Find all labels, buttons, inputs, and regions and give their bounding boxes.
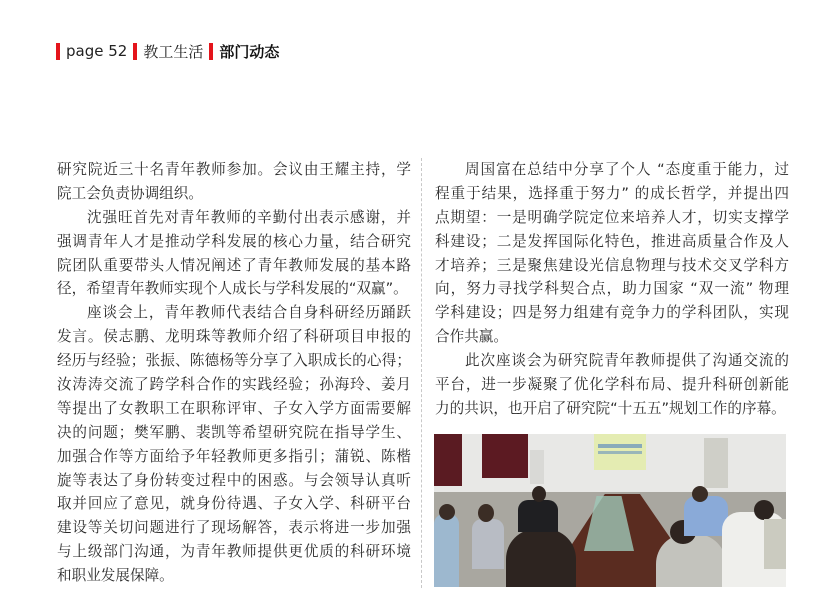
text-line: 加强合作等方面给予年轻教师更多指引；蒲锐、陈楷 — [57, 447, 411, 465]
page-number: page 52 — [66, 42, 128, 60]
column-divider — [421, 158, 422, 588]
text-line: 点期望：一是明确学院定位来培养人才，切实支撑学 — [435, 208, 789, 226]
page-header — [56, 41, 285, 61]
text-line: 座谈会上，青年教师代表结合自身科研经历踊跃 — [87, 304, 411, 322]
text-line: 科建设；二是发挥国际化特色，推进高质量合作及人 — [435, 232, 789, 250]
text-line: 强调青年人才是推动学科发展的核心力量，结合研究 — [57, 232, 411, 250]
text-line: 平台，进一步凝聚了优化学科布局、提升科研创新能 — [435, 376, 789, 394]
text-line: 周国富在总结中分享了个人 “态度重于能力，过 — [465, 161, 789, 178]
text-line: 此次座谈会为研究院青年教师提供了沟通交流的 — [465, 352, 789, 370]
text-line: 程重于结果，选择重于努力” 的成长哲学，并提出四 — [435, 184, 789, 202]
text-line: 沈强旺首先对青年教师的辛勤付出表示感谢，并 — [87, 208, 411, 226]
text-line: 合作共赢。 — [435, 328, 508, 346]
accent-bar — [209, 43, 213, 60]
text-line: 与上级部门沟通，为青年教师提供更优质的科研环境 — [57, 543, 411, 561]
text-line: 院工会负责协调组织。 — [57, 184, 203, 202]
text-line: 取并回应了意见，就身份待遇、子女入学、科研平台 — [57, 495, 411, 513]
text-line: 研究院近三十名青年教师参加。会议由王耀主持，学 — [57, 161, 411, 178]
text-line: 建设等关切问题进行了现场解答，表示将进一步加强 — [57, 519, 411, 537]
text-line: 向，努力寻找学科契合点，助力国家 “双一流” 物理 — [435, 280, 789, 298]
meeting-photo — [434, 434, 786, 587]
text-line: 学科建设；四是努力组建有竞争力的学科团队，实现 — [435, 304, 789, 322]
text-line: 旋等表达了身份转变过程中的困惑。与会领导认真听 — [57, 471, 411, 489]
text-line: 等提出了女教职工在职称评审、子女入学方面需要解 — [57, 399, 411, 417]
text-line: 力的共识，也开启了研究院“十五五”规划工作的序幕。 — [435, 399, 786, 417]
text-line: 和职业发展保障。 — [57, 567, 174, 585]
text-line: 发言。侯志鹏、龙明珠等教师介绍了科研项目申报的 — [57, 328, 411, 346]
text-line: 径，希望青年教师实现个人成长与学科发展的“双赢”。 — [57, 280, 408, 298]
accent-bar — [133, 43, 137, 60]
text-line: 院团队重要带头人情况阐述了青年教师发展的基本路 — [57, 256, 411, 274]
text-line: 才培养；三是聚焦建设光信息物理与技术交叉学科方 — [435, 256, 789, 274]
accent-bar — [56, 43, 60, 60]
text-line: 汝涛涛交流了跨学科合作的实践经验；孙海玲、姜月 — [57, 376, 411, 394]
right-column — [435, 158, 789, 421]
text-line: 经历与经验；张振、陈德杨等分享了入职成长的心得； — [57, 352, 411, 370]
left-column — [57, 158, 411, 588]
section-title: 教工生活 — [143, 42, 204, 61]
text-line: 决的问题；樊军鹏、裴凯等希望研究院在指导学生、 — [57, 423, 411, 441]
column-title: 部门动态 — [219, 42, 280, 61]
